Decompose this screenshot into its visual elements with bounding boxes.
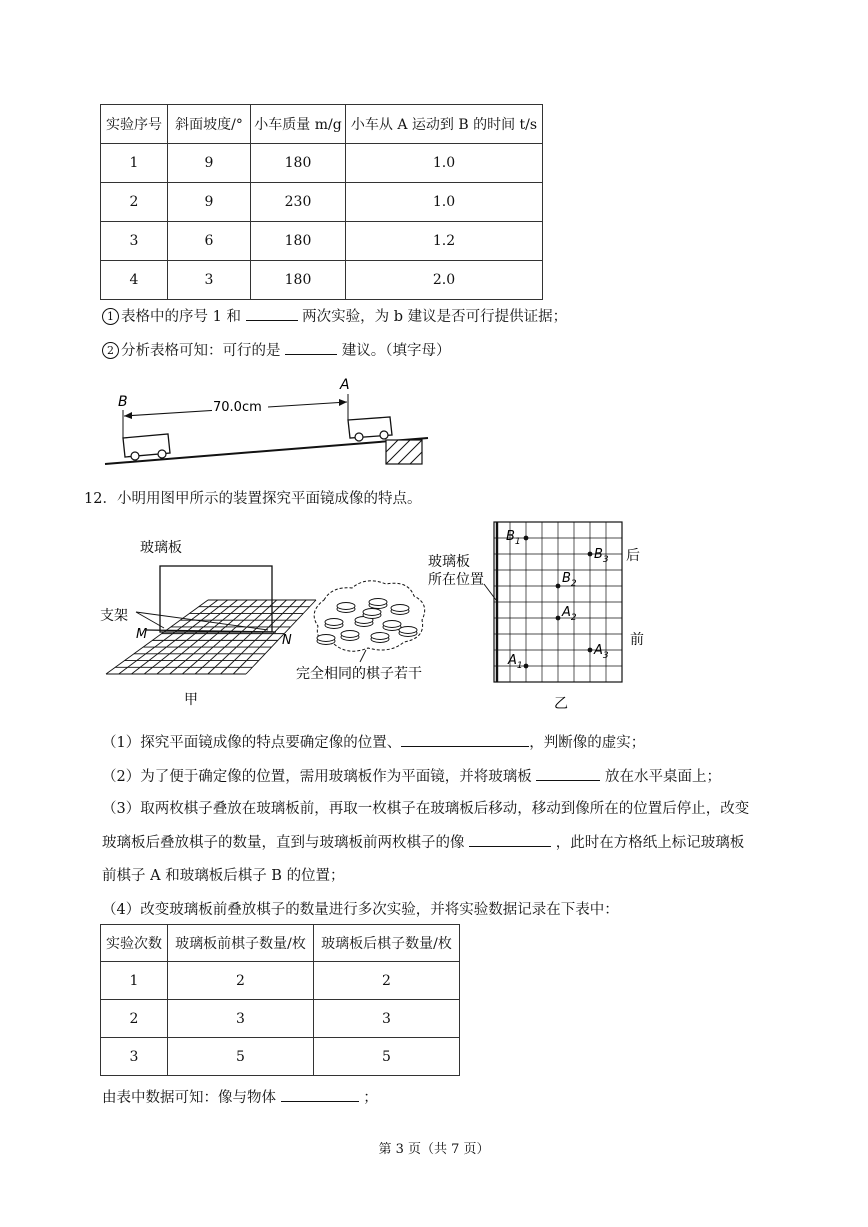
table2-cell: 1 [101,962,168,1000]
q12-part3-pre: 玻璃板后叠放棋子的数量，直到与玻璃板前两枚棋子的像 [102,835,465,851]
q12-part2 [102,765,721,786]
chess-piece [363,609,381,619]
q12-part1-pre: （1）探究平面镜成像的特点要确定像的位置、 [102,735,402,751]
answer-blank[interactable] [469,832,551,847]
back-label: 后 [626,548,640,564]
table2-cell: 5 [314,1038,460,1076]
label-a: A [340,377,350,393]
chess-piece [337,603,355,613]
q12-part2-post: 放在水平桌面上； [604,769,721,785]
table2-cell: 3 [101,1038,168,1076]
table2-cell: 3 [314,1000,460,1038]
q11-sub2-pre: 分析表格可知：可行的是 [121,343,281,359]
chess-piece [383,621,401,631]
answer-blank[interactable] [536,766,600,781]
q12-conclusion-pre: 由表中数据可知：像与物体 [102,1090,276,1106]
q12-part3-line2 [102,831,744,852]
table1-header-cell: 小车质量 m/g [251,105,346,144]
chess-piece [371,633,389,643]
table1-cell: 180 [251,261,346,300]
table2-cell: 2 [168,962,314,1000]
table1-cell: 9 [168,183,251,222]
q12-part3-line3: 前棋子 A 和玻璃板后棋子 B 的位置； [102,868,345,884]
chess-pieces [317,599,417,645]
table1-cell: 2 [101,183,168,222]
svg-text:B1: $B_1$ [506,529,521,547]
chess-piece [399,627,417,637]
table1-cell: 3 [101,222,168,261]
distance-label: 70.0cm [213,400,262,415]
q12-part4: （4）改变玻璃板前叠放棋子的数量进行多次实验，并将实验数据记录在下表中： [102,902,619,918]
table2-cell: 5 [168,1038,314,1076]
experiment-table-2 [100,924,460,1076]
table2-cell: 2 [314,962,460,1000]
chess-piece [391,605,409,615]
chess-piece [369,599,387,609]
glass-pos-label-1: 玻璃板 [428,554,470,570]
table1-header-cell: 实验序号 [101,105,168,144]
table1-cell: 6 [168,222,251,261]
cart-b [123,434,170,460]
chess-piece [325,619,343,629]
chess-piece [317,635,335,645]
table1-cell: 3 [168,261,251,300]
q12-part1 [102,731,645,752]
glass-label: 玻璃板 [140,540,182,556]
stand-label: 支架 [100,608,128,624]
table2-cell: 2 [101,1000,168,1038]
table2-header-cell: 实验次数 [101,925,168,962]
table1-header-cell: 小车从 A 运动到 B 的时间 t/s [346,105,543,144]
slope-figure [100,374,430,468]
svg-text:B2: $B_2$ [562,571,577,589]
table1-cell: 180 [251,222,346,261]
svg-text:A2: $A_2$ [562,605,577,623]
figure-yi [420,518,660,712]
table1-cell: 230 [251,183,346,222]
circled-number: 1 [102,308,119,325]
label-b: B [118,394,128,410]
table1-cell: 180 [251,144,346,183]
table1-cell: 1.0 [346,144,543,183]
chess-piece [341,631,359,641]
q12-stem: 12．小明用图甲所示的装置探究平面镜成像的特点。 [84,491,422,507]
pieces-label: 完全相同的棋子若干 [296,666,422,682]
experiment-table-1 [100,104,543,300]
point-b1 [506,529,528,547]
svg-text:A3: $A_3$ [594,643,609,661]
support-block [386,440,422,464]
table1-header-cell: 斜面坡度/° [168,105,251,144]
q11-sub2 [102,339,450,360]
svg-text:A1: $A_1$ [508,653,523,671]
table1-cell: 4 [101,261,168,300]
table1-cell: 9 [168,144,251,183]
caption-yi: 乙 [554,696,568,712]
q11-sub2-post: 建议。（填字母） [341,343,451,359]
q12-part3-post: ，此时在方格纸上标记玻璃板 [555,835,745,851]
q12-conclusion [102,1086,378,1107]
q12-part2-pre: （2）为了便于确定像的位置，需用玻璃板作为平面镜，并将玻璃板 [102,769,532,785]
answer-blank[interactable] [281,1087,359,1102]
q11-sub1-post: 两次实验，为 b 建议是否可行提供证据； [302,309,568,325]
front-label: 前 [630,632,644,648]
q12-conclusion-post: ； [363,1090,378,1106]
table1-cell: 1.2 [346,222,543,261]
figure-jia [96,538,436,708]
answer-blank[interactable] [285,340,337,355]
label-m: M [136,627,148,642]
svg-text:B3: $B_3$ [594,547,609,565]
q11-sub1 [102,305,567,326]
table1-cell: 2.0 [346,261,543,300]
table2-cell: 3 [168,1000,314,1038]
q12-part1-post: ，判断像的虚实； [529,735,646,751]
label-n: N [282,633,292,648]
answer-blank[interactable] [401,732,529,747]
glass-pos-label-2: 所在位置 [428,572,484,588]
table2-header-cell: 玻璃板前棋子数量/枚 [168,925,314,962]
q12-part3-line1: （3）取两枚棋子叠放在玻璃板前，再取一枚棋子在玻璃板后移动，移动到像所在的位置后停止，改变 [102,801,750,817]
q11-sub1-pre: 表格中的序号 1 和 [121,309,241,325]
cart-a [348,417,392,441]
answer-blank[interactable] [246,306,298,321]
circled-number: 2 [102,342,119,359]
table1-cell: 1 [101,144,168,183]
table2-header-cell: 玻璃板后棋子数量/枚 [314,925,460,962]
caption-jia: 甲 [184,692,198,708]
page-footer: 第 3 页（共 7 页） [378,1142,490,1157]
table1-cell: 1.0 [346,183,543,222]
